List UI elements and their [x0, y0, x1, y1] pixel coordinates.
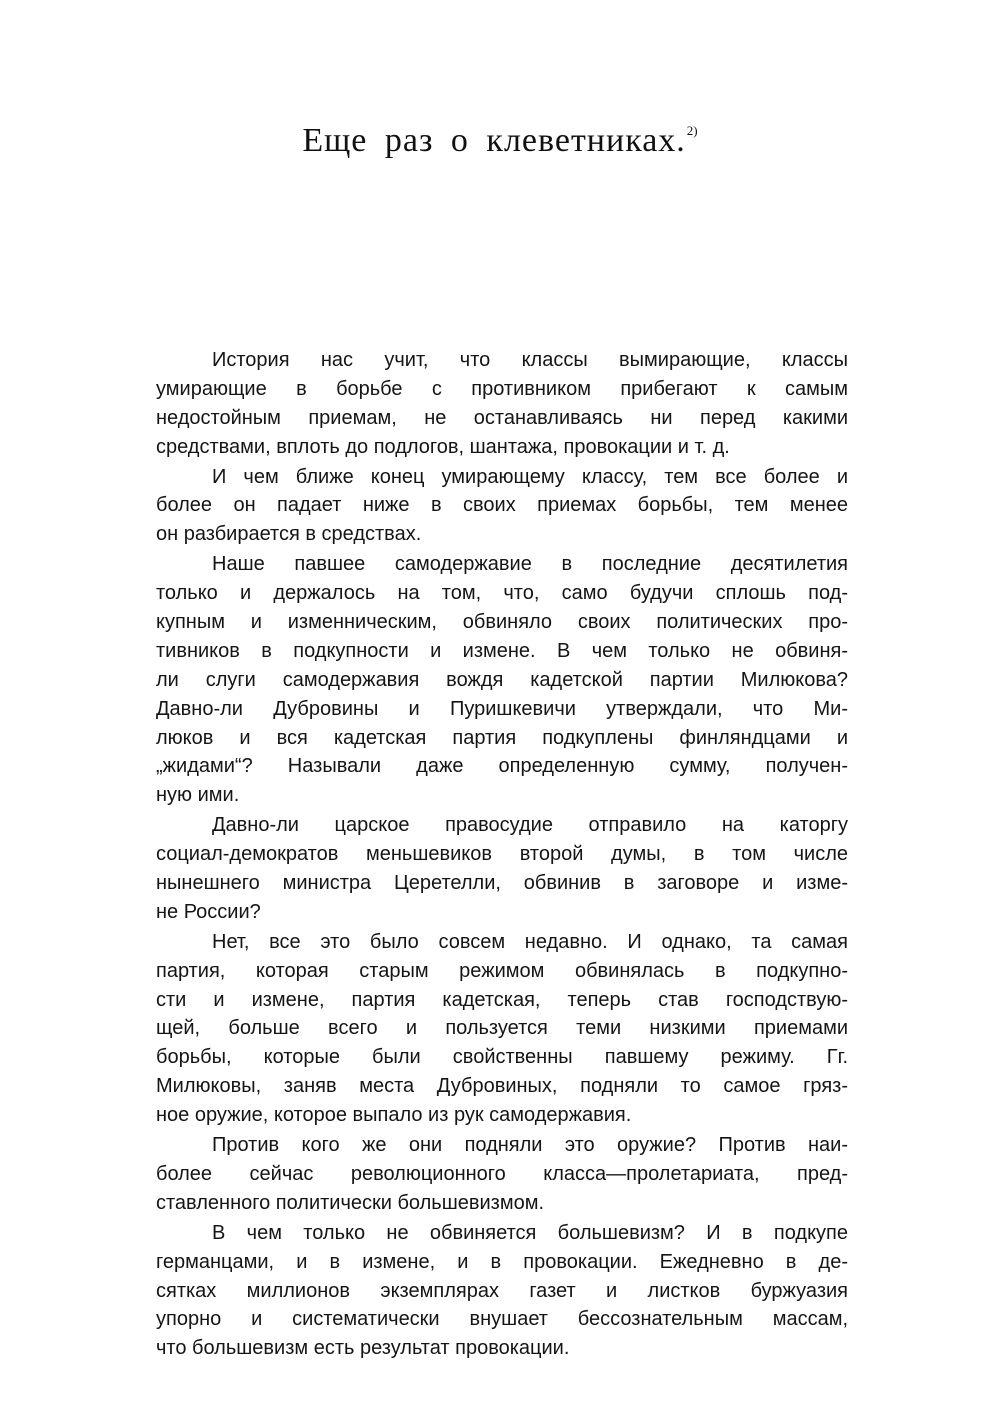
text-line: люков и вся кадетская партия подкуплены финляндцами и [156, 726, 848, 749]
text-line: щей, больше всего и пользуется теми низкими приемами [156, 1017, 848, 1040]
text-line: тивников в подкупности и измене. В чем только не обвиня- [156, 639, 848, 662]
text-line: История нас учит, что классы вымирающие, классы [212, 349, 848, 371]
paragraph [156, 1131, 848, 1218]
paragraph [156, 550, 848, 810]
text-line: не России? [156, 900, 261, 923]
text-line: Милюковы, заняв места Дубровиных, подняли то самое гряз- [156, 1075, 848, 1098]
text-line: германцами, и в измене, и в провокации. Ежедневно в де- [156, 1250, 848, 1273]
text-line: Нет, все это было совсем недавно. И однако, та самая [212, 930, 848, 953]
text-line: ную ими. [156, 784, 240, 807]
text-line: купным и изменническим, обвиняло своих политических про- [156, 611, 848, 634]
paragraph [156, 346, 848, 462]
text-line: нынешнего министра Церетелли, обвинив в заговоре и изме- [156, 872, 848, 895]
text-line: ли слуги самодержавия вождя кадетской партии Милюкова? [156, 668, 848, 691]
article-title-text: Еще раз о клеветниках. [302, 122, 686, 159]
text-line: Давно-ли Дубровины и Пуришкевичи утверждали, что Ми- [156, 697, 848, 720]
text-line: И чем ближе конец умирающему классу, тем все более и [212, 465, 848, 488]
text-line: более он падает ниже в своих приемах борьбы, тем менее [156, 494, 848, 517]
text-line: сятках миллионов экземплярах газет и листков буржуазия [156, 1279, 848, 1302]
text-line: Наше павшее самодержавие в последние десятилетия [212, 553, 848, 576]
footnote-mark: 2) [686, 123, 698, 138]
paragraph [156, 1219, 848, 1363]
article-body [156, 346, 848, 1364]
paragraph [156, 928, 848, 1130]
text-line: сти и измене, партия кадетская, теперь став господствую- [156, 988, 848, 1011]
text-line: умирающие в борьбе с противником прибегают к самым [156, 377, 848, 400]
text-line: что большевизм есть результат провокации. [156, 1337, 570, 1360]
text-line: упорно и систематически внушает бессознательным массам, [156, 1308, 848, 1331]
paragraph [156, 463, 848, 550]
text-line: Давно-ли царское правосудие отправило на каторгу [212, 814, 848, 837]
text-line: только и держалось на том, что, само будучи сплошь под- [156, 582, 848, 605]
text-line: социал-демократов меньшевиков второй думы, в том числе [156, 843, 848, 866]
text-line: В чем только не обвиняется большевизм? И в подкупе [212, 1221, 848, 1244]
article-title [0, 122, 1000, 160]
text-line: ное оружие, которое выпало из рук самодержавия. [156, 1104, 632, 1127]
text-line: недостойным приемам, не останавливаясь ни перед какими [156, 406, 848, 429]
text-line: партия, которая старым режимом обвинялась в подкупно- [156, 959, 848, 982]
text-line: „жидами“? Называли даже определенную сумму, получен- [156, 755, 848, 778]
text-line: ставленного политически большевизмом. [156, 1191, 545, 1214]
text-line: более сейчас революционного класса—пролетариата, пред- [156, 1162, 848, 1185]
text-line: он разбирается в средствах. [156, 523, 422, 546]
text-line: борьбы, которые были свойственны павшему режиму. Гг. [156, 1046, 848, 1069]
paragraph [156, 811, 848, 927]
text-line: Против кого же они подняли это оружие? Против наи- [212, 1134, 848, 1157]
text-line: средствами, вплоть до подлогов, шантажа, провокации и т. д. [156, 435, 730, 458]
